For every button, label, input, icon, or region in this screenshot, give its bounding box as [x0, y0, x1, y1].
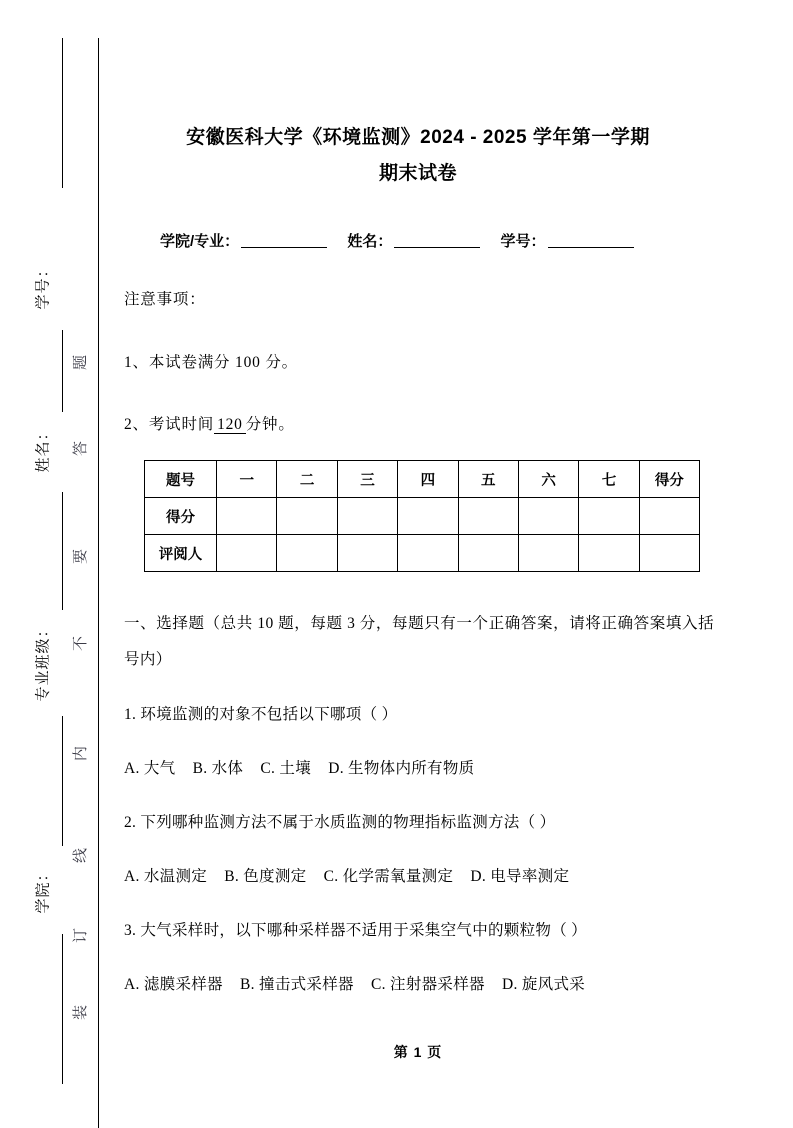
seal-notice-char-text: 要 [73, 548, 90, 564]
college-major-blank[interactable] [241, 247, 327, 248]
section-heading: 一、选择题（总共 10 题，每题 3 分，每题只有一个正确答案，请将正确答案填入括号内） [124, 615, 714, 668]
question-stem: 2. 下列哪种监测方法不属于水质监测的物理指标监测方法（ ） [124, 814, 556, 831]
question-stem: 3. 大气采样时，以下哪种采样器不适用于采集空气中的颗粒物（ ） [124, 922, 587, 939]
title-block [126, 120, 710, 192]
grader-cell[interactable] [518, 535, 578, 572]
notes-item-1: 1、本试卷满分 100 分。 [124, 354, 298, 371]
score-table-header-cell: 四 [398, 461, 458, 498]
student-field-label: 学院： [35, 864, 52, 914]
score-table-header-cell: 二 [277, 461, 337, 498]
student-field-label: 姓名： [35, 423, 52, 473]
option-b[interactable]: B. 色度测定 [224, 868, 307, 885]
score-table-header-cell: 七 [579, 461, 639, 498]
option-b[interactable]: B. 撞击式采样器 [240, 976, 354, 993]
score-cell[interactable] [277, 498, 337, 535]
student-field-label: 专业班级： [35, 620, 52, 702]
seal-notice-char-text: 不 [73, 635, 90, 651]
identity-row [160, 230, 720, 251]
score-cell[interactable] [398, 498, 458, 535]
student-field-name [24, 418, 64, 478]
score-table-header-cell: 五 [458, 461, 518, 498]
seal-notice-char-text: 装 [73, 1004, 90, 1020]
seal-notice-char-text: 订 [73, 927, 90, 943]
notes-item-2-prefix: 2、考试时间 [124, 416, 215, 433]
name-blank[interactable] [394, 247, 480, 248]
score-cell[interactable] [518, 498, 578, 535]
grader-cell[interactable] [337, 535, 397, 572]
seal-line-notice-column [62, 0, 102, 1122]
score-table-header-row [145, 461, 700, 498]
question-options [124, 968, 714, 1002]
score-table-header-cell: 一 [217, 461, 277, 498]
student-field-class [24, 618, 64, 704]
score-row-label: 得分 [145, 498, 217, 535]
college-major-field [160, 233, 329, 250]
question-options [124, 752, 714, 786]
option-a[interactable]: A. 大气 [124, 760, 176, 777]
grader-cell[interactable] [277, 535, 337, 572]
seal-notice-char [62, 736, 102, 770]
notes-item-2-suffix: 分钟。 [245, 416, 295, 433]
grader-cell[interactable] [217, 535, 277, 572]
option-d[interactable]: D. 旋风式采 [502, 976, 586, 993]
option-c[interactable]: C. 土壤 [260, 760, 312, 777]
student-id-field [501, 233, 636, 250]
seal-notice-char [62, 626, 102, 660]
student-id-label: 学号： [500, 233, 546, 250]
page-title-line2: 期末试卷 [378, 163, 457, 184]
option-d[interactable]: D. 生物体内所有物质 [328, 760, 475, 777]
notes-heading: 注意事项： [124, 291, 206, 308]
score-cell[interactable] [217, 498, 277, 535]
seal-notice-char [62, 918, 102, 952]
question-options [124, 860, 714, 894]
student-field-college [24, 856, 64, 922]
option-c[interactable]: C. 注射器采样器 [371, 976, 485, 993]
seal-notice-char-text: 答 [73, 440, 90, 456]
table-row [145, 535, 700, 572]
student-info-vertical-column [24, 0, 64, 1122]
score-cell[interactable] [458, 498, 518, 535]
student-field-label: 学号： [35, 260, 52, 310]
binding-margin [0, 0, 100, 1122]
seal-notice-char [62, 539, 102, 573]
option-c[interactable]: C. 化学需氧量测定 [323, 868, 454, 885]
student-field-student-id [24, 255, 64, 315]
score-cell[interactable] [579, 498, 639, 535]
score-cell[interactable] [337, 498, 397, 535]
seal-notice-char [62, 838, 102, 872]
grader-cell[interactable] [398, 535, 458, 572]
score-table-header-cell: 六 [518, 461, 578, 498]
table-row [145, 498, 700, 535]
page-title-line1: 安徽医科大学《环境监测》2024 - 2025 学年第一学期 [186, 127, 650, 148]
option-b[interactable]: B. 水体 [192, 760, 244, 777]
seal-notice-char [62, 345, 102, 379]
grader-cell[interactable] [639, 535, 699, 572]
page-footer: 第 1 页 [393, 1044, 443, 1060]
seal-notice-char-text: 题 [73, 354, 90, 370]
score-table [144, 460, 700, 572]
option-d[interactable]: D. 电导率测定 [470, 868, 570, 885]
exam-duration-value: 120 [214, 416, 246, 434]
score-cell[interactable] [639, 498, 699, 535]
name-label: 姓名： [347, 233, 393, 250]
notes-item-2 [124, 412, 295, 434]
seal-notice-char [62, 431, 102, 465]
student-id-blank[interactable] [548, 247, 634, 248]
question-section [124, 606, 714, 1002]
seal-notice-char-text: 内 [73, 745, 90, 761]
score-table-header-cell: 得分 [639, 461, 699, 498]
seal-notice-char [62, 995, 102, 1029]
grader-cell[interactable] [579, 535, 639, 572]
question-stem: 1. 环境监测的对象不包括以下哪项（ ） [124, 706, 398, 723]
seal-notice-char-text: 线 [73, 847, 90, 863]
option-a[interactable]: A. 滤膜采样器 [124, 976, 223, 993]
college-major-label: 学院/专业： [160, 233, 240, 250]
score-table-header-cell: 题号 [145, 461, 217, 498]
name-field [347, 233, 482, 250]
score-table-header-cell: 三 [337, 461, 397, 498]
score-row-label: 评阅人 [145, 535, 217, 572]
grader-cell[interactable] [458, 535, 518, 572]
option-a[interactable]: A. 水温测定 [124, 868, 208, 885]
